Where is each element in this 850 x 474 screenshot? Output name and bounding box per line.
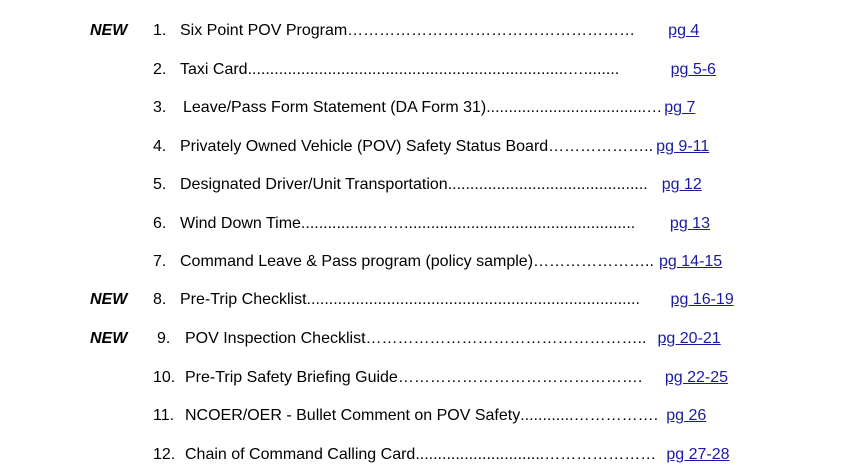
toc-row <box>0 97 850 119</box>
entry-title: Six Point POV Program <box>180 22 348 39</box>
page-link[interactable]: pg 26 <box>666 407 707 424</box>
entry-title: Privately Owned Vehicle (POV) Safety Status Board <box>180 138 549 155</box>
page-link[interactable]: pg 4 <box>668 22 700 39</box>
toc-row <box>0 136 850 158</box>
toc-entry <box>153 59 716 81</box>
dot-leader: ........................................................................... <box>306 291 640 308</box>
entry-number: 6. <box>153 215 167 232</box>
entry-number: 5. <box>153 176 167 193</box>
toc-row <box>0 20 850 42</box>
toc-row <box>0 251 850 273</box>
entry-title: Command Leave & Pass program (policy sample) <box>180 253 534 270</box>
toc-entry <box>153 97 695 119</box>
dot-leader: ……………………………………………… <box>347 22 636 39</box>
dot-leader: ………………….. <box>533 253 654 270</box>
toc-row <box>0 405 850 427</box>
entry-number: 3. <box>153 99 167 116</box>
entry-title: POV Inspection Checklist <box>185 330 366 347</box>
page-link[interactable]: pg 5-6 <box>670 61 716 78</box>
toc-row <box>0 59 850 81</box>
entry-number: 11. <box>153 407 175 424</box>
dot-leader: ……………….. <box>548 138 654 155</box>
page-link[interactable]: pg 22-25 <box>664 369 728 386</box>
toc-entry <box>153 251 722 273</box>
entry-number: 4. <box>153 138 167 155</box>
page-link[interactable]: pg 7 <box>664 99 696 116</box>
dot-leader: ........................................................................…........ <box>247 61 620 78</box>
toc-entry <box>153 213 710 235</box>
entry-number: 2. <box>153 61 167 78</box>
toc-entry <box>153 405 706 427</box>
entry-title: Wind Down Time <box>180 215 301 232</box>
entry-title: NCOER/OER - Bullet Comment on POV Safety <box>185 407 521 424</box>
page-link[interactable]: pg 12 <box>661 176 702 193</box>
entry-title: Leave/Pass Form Statement (DA Form 31) <box>183 99 487 116</box>
entry-number: 7. <box>153 253 167 270</box>
entry-title: Pre-Trip Safety Briefing Guide <box>185 369 398 386</box>
toc-row <box>0 328 850 350</box>
dot-leader: …………………………………………….. <box>365 330 647 347</box>
toc-row <box>0 367 850 389</box>
new-badge: NEW <box>90 330 128 347</box>
toc-entry <box>153 289 734 311</box>
entry-number: 1. <box>153 22 167 39</box>
entry-title: Pre-Trip Checklist <box>180 291 307 308</box>
toc-row <box>0 444 850 466</box>
dot-leader: ................…….................................................... <box>300 215 636 232</box>
entry-title: Taxi Card <box>180 61 248 78</box>
toc-entry <box>153 444 730 466</box>
page-link[interactable]: pg 16-19 <box>670 291 734 308</box>
dot-leader: ............................................. <box>447 176 648 193</box>
toc-entry <box>157 328 721 350</box>
toc-entry <box>153 136 709 158</box>
dot-leader: ....................................… <box>486 99 663 116</box>
toc-entry <box>153 20 699 42</box>
toc-entry <box>153 174 702 196</box>
toc-row <box>0 213 850 235</box>
page-link[interactable]: pg 20-21 <box>657 330 721 347</box>
page-link[interactable]: pg 9-11 <box>656 138 710 155</box>
new-badge: NEW <box>90 291 128 308</box>
dot-leader: ............……………. <box>520 407 659 424</box>
new-badge: NEW <box>90 22 128 39</box>
entry-title: Chain of Command Calling Card <box>185 446 416 463</box>
page-link[interactable]: pg 13 <box>669 215 710 232</box>
dot-leader: ………………………………………. <box>397 369 643 386</box>
entry-number: 9. <box>157 330 171 347</box>
entry-number: 10. <box>153 369 176 386</box>
page-link[interactable]: pg 27-28 <box>666 446 730 463</box>
entry-title: Designated Driver/Unit Transportation <box>180 176 448 193</box>
entry-number: 12. <box>153 446 176 463</box>
toc-entry <box>153 367 728 389</box>
toc-row <box>0 289 850 311</box>
toc-row <box>0 174 850 196</box>
dot-leader: .............................………………… <box>415 446 657 463</box>
page-link[interactable]: pg 14-15 <box>659 253 723 270</box>
entry-number: 8. <box>153 291 167 308</box>
